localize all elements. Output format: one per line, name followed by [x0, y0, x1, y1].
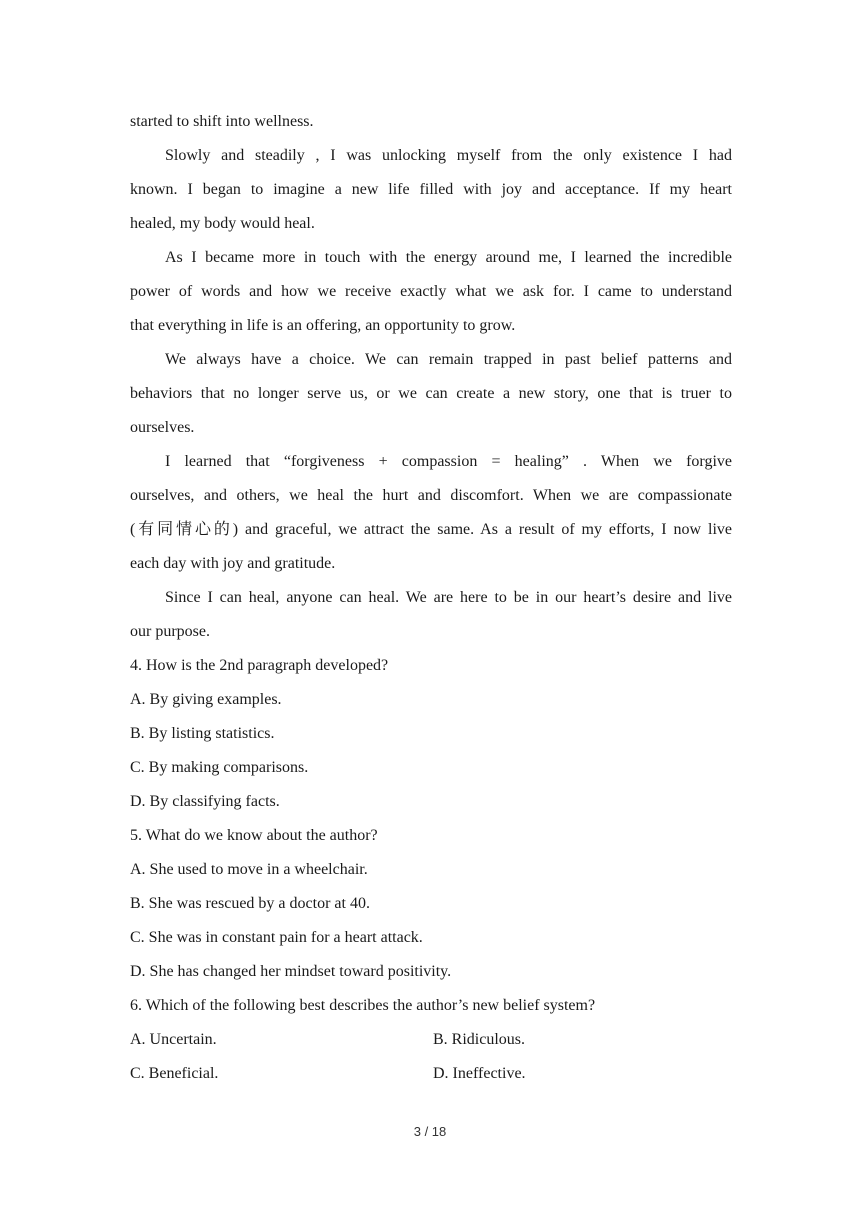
text-line: As I became more in touch with the energy around me, I learned the incredible — [165, 249, 732, 266]
text-line: I learned that “forgiveness + compassion = healing” . When we forgive — [165, 453, 732, 470]
answer-option: A. Uncertain. — [130, 1031, 217, 1048]
page-number: 3 / 18 — [413, 1124, 447, 1139]
answer-option: D. Ineffective. — [433, 1065, 526, 1082]
text-line: behaviors that no longer serve us, or we can create a new story, one that is truer to — [130, 385, 732, 402]
text-line: started to shift into wellness. — [130, 113, 314, 130]
answer-option: B. Ridiculous. — [433, 1031, 526, 1048]
answer-option: B. By listing statistics. — [130, 725, 275, 742]
text-line: (有同情心的) and graceful, we attract the same. As a result of my efforts, I now live — [130, 521, 732, 538]
answer-option: C. She was in constant pain for a heart attack. — [130, 929, 423, 946]
answer-option: C. By making comparisons. — [130, 759, 309, 776]
text-line: known. I began to imagine a new life filled with joy and acceptance. If my heart — [130, 181, 732, 198]
text-line: We always have a choice. We can remain trapped in past belief patterns and — [165, 351, 732, 368]
text-line: healed, my body would heal. — [130, 215, 315, 232]
text-line: that everything in life is an offering, an opportunity to grow. — [130, 317, 516, 334]
text-line: power of words and how we receive exactly what we ask for. I came to understand — [130, 283, 732, 300]
answer-option: B. She was rescued by a doctor at 40. — [130, 895, 370, 912]
answer-option: D. By classifying facts. — [130, 793, 280, 810]
text-line: our purpose. — [130, 623, 210, 640]
answer-option: A. She used to move in a wheelchair. — [130, 861, 368, 878]
answer-option: A. By giving examples. — [130, 691, 282, 708]
document-body — [130, 105, 732, 1091]
text-line: ourselves, and others, we heal the hurt and discomfort. When we are compassionate — [130, 487, 732, 504]
text-line: ourselves. — [130, 419, 195, 436]
text-line: Since I can heal, anyone can heal. We are here to be in our heart’s desire and live — [165, 589, 732, 606]
text-line: Slowly and steadily , I was unlocking myself from the only existence I had — [165, 147, 732, 164]
answer-options-row — [130, 1057, 732, 1091]
question-stem: 5. What do we know about the author? — [130, 827, 378, 844]
answer-option: C. Beneficial. — [130, 1065, 219, 1082]
question-stem: 6. Which of the following best describes the author’s new belief system? — [130, 997, 596, 1014]
answer-option: D. She has changed her mindset toward positivity. — [130, 963, 452, 980]
answer-options-row — [130, 1023, 732, 1057]
question-stem: 4. How is the 2nd paragraph developed? — [130, 657, 389, 674]
text-line: each day with joy and gratitude. — [130, 555, 336, 572]
